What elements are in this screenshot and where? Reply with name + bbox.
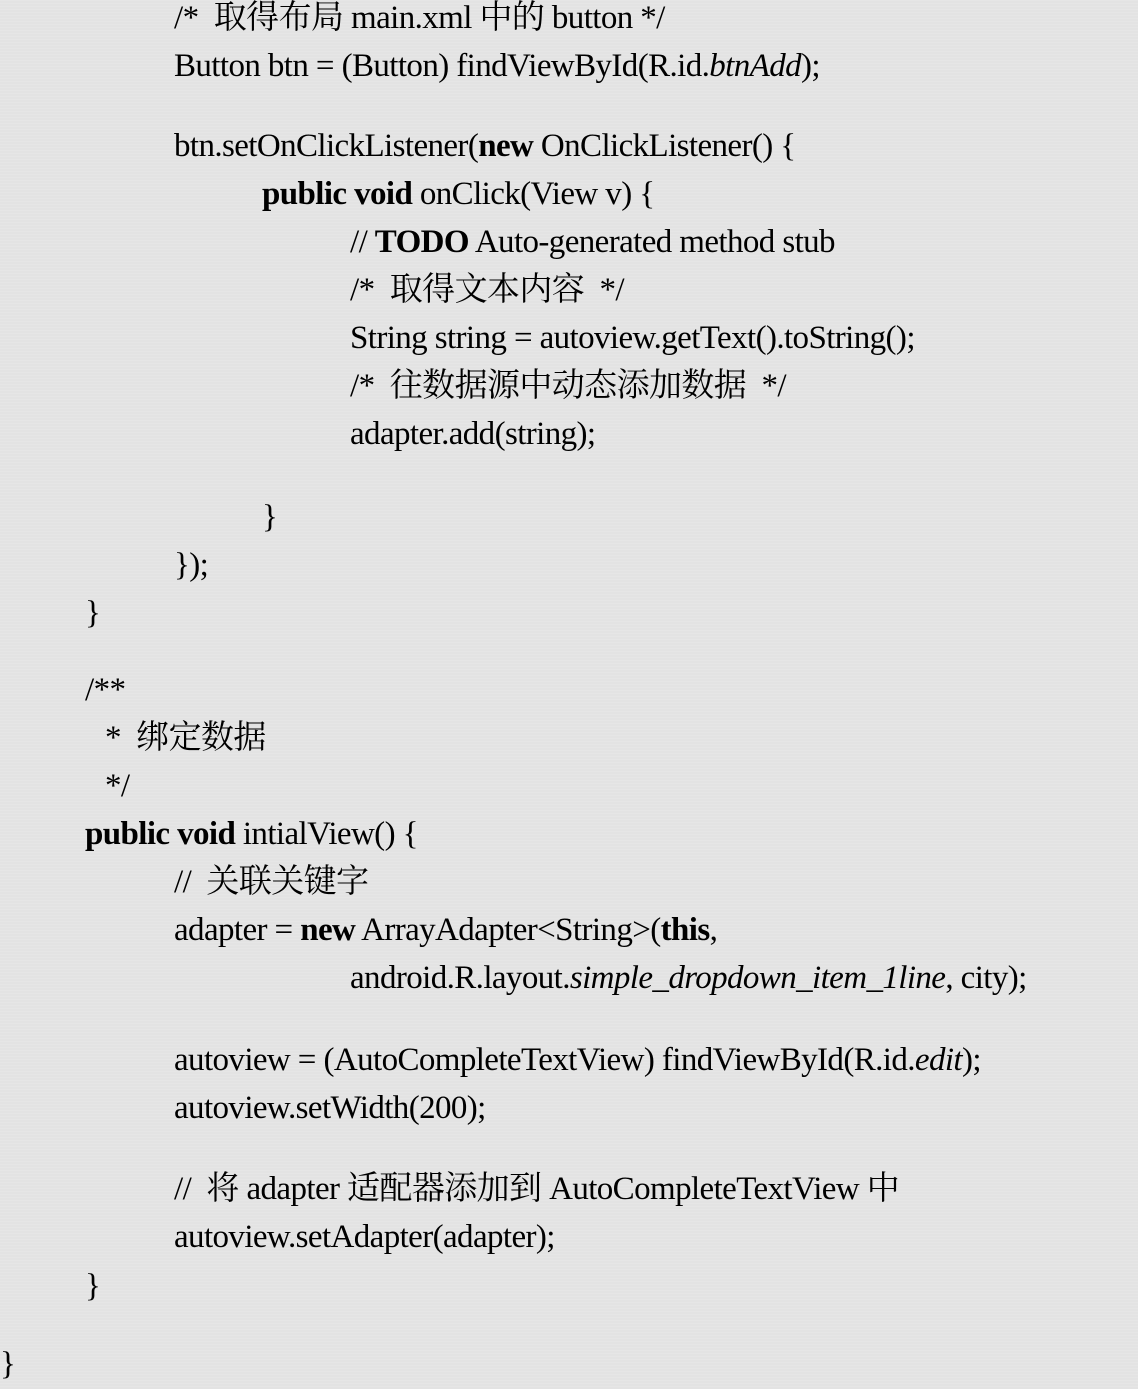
code-line [350, 266, 624, 314]
code-line [85, 666, 125, 714]
comment-text: */ [105, 768, 130, 804]
code-line [350, 362, 786, 410]
code-line [174, 1084, 486, 1132]
code-text: } [85, 595, 101, 631]
code-line [174, 42, 820, 90]
code-line [85, 589, 100, 637]
code-text: autoview = (AutoCompleteTextView) findViewById(R.id. [174, 1042, 915, 1078]
code-text: }); [174, 547, 209, 583]
code-text: intialView() { [235, 816, 418, 852]
keyword: TODO [374, 224, 469, 260]
field-identifier: simple_dropdown_item_1line [569, 960, 946, 996]
keyword: public void [85, 816, 236, 852]
code-text: autoview.setAdapter(adapter); [174, 1219, 555, 1255]
code-text: String string = autoview.getText().toString(); [350, 320, 915, 356]
code-text: } [85, 1268, 101, 1304]
field-identifier: btnAdd [709, 48, 802, 84]
code-text: Button btn = (Button) findViewById(R.id. [174, 48, 710, 84]
code-line [174, 122, 796, 170]
code-line [174, 1213, 555, 1261]
keyword: new [300, 912, 356, 948]
code-text: } [0, 1346, 16, 1382]
code-text: Auto-generated method stub [468, 224, 835, 260]
code-line [350, 314, 915, 362]
keyword: this [660, 912, 710, 948]
code-line [350, 954, 1027, 1002]
code-text: btn.setOnClickListener( [174, 128, 479, 164]
code-line [174, 1036, 981, 1084]
code-text: adapter = [174, 912, 301, 948]
code-line [0, 1340, 15, 1388]
code-line [262, 170, 654, 218]
code-line [174, 906, 717, 954]
keyword: public void [262, 176, 413, 212]
field-identifier: edit [914, 1042, 962, 1078]
comment-text: /** [85, 672, 126, 708]
comment-text: // 将 adapter 适配器添加到 AutoCompleteTextView 中 [174, 1171, 900, 1207]
keyword: new [478, 128, 534, 164]
comment-text: * 绑定数据 [105, 720, 266, 756]
code-line [105, 762, 129, 810]
comment-text: /* 取得布局 main.xml 中的 button */ [174, 0, 665, 36]
code-text: OnClickListener() { [533, 128, 796, 164]
comment-text: // 关联关键字 [174, 864, 369, 900]
code-text: onClick(View v) { [412, 176, 655, 212]
code-text: android.R.layout. [350, 960, 570, 996]
comment-text: /* 取得文本内容 */ [350, 272, 624, 308]
code-line [350, 218, 835, 266]
code-line [174, 858, 368, 906]
code-text: autoview.setWidth(200); [174, 1090, 486, 1126]
code-line [85, 1262, 100, 1310]
code-line [262, 493, 277, 541]
code-line [85, 810, 418, 858]
code-text: } [262, 499, 278, 535]
code-line [174, 541, 208, 589]
code-text: , city); [945, 960, 1027, 996]
code-text: ArrayAdapter<String>( [355, 912, 661, 948]
code-text: // [350, 224, 375, 260]
code-text: ); [801, 48, 820, 84]
code-line [350, 410, 596, 458]
code-text: , [709, 912, 718, 948]
code-text: ); [962, 1042, 981, 1078]
comment-text: /* 往数据源中动态添加数据 */ [350, 368, 786, 404]
code-text: adapter.add(string); [350, 416, 596, 452]
code-line [105, 714, 266, 762]
code-line [174, 1165, 899, 1213]
code-line [174, 0, 665, 42]
